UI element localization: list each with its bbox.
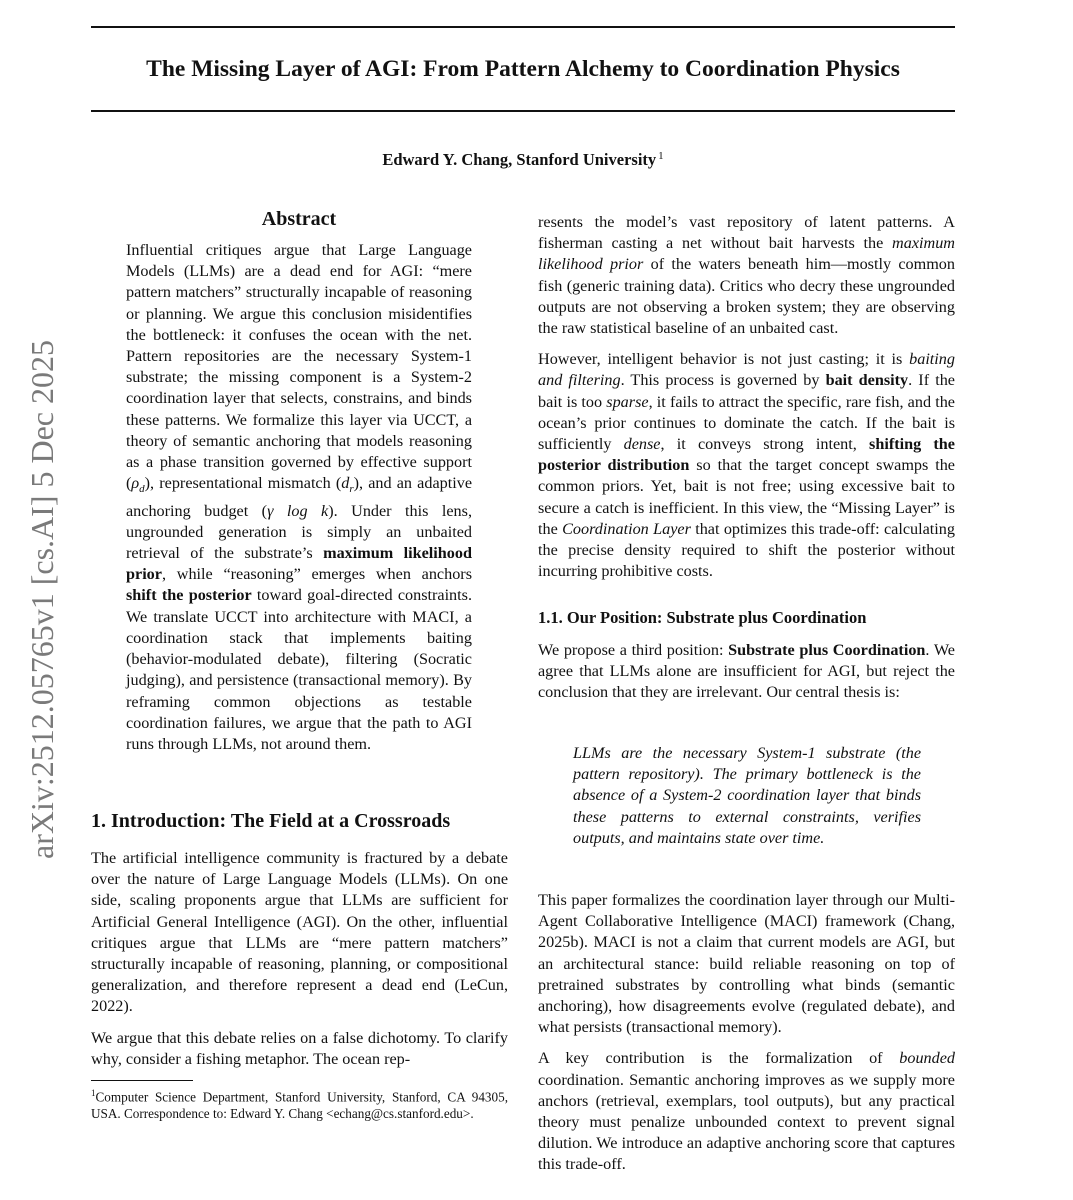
abstract-body <box>126 240 472 755</box>
bounded-coordination-paragraph: A key contribution is the formalization of bounded coordination. Semantic anchoring improves as we supply more anchors (retrieval, exemplars, tool outputs), but any practical theory must penalize unbounded context to prevent signal dilution. We introduce an adaptive anchoring score that captures this trade-off. <box>538 1049 955 1174</box>
right-column-top <box>538 212 955 582</box>
footnote-rule <box>91 1080 193 1081</box>
introduction-heading: 1. Introduction: The Field at a Crossroads <box>91 810 451 832</box>
bait-density-paragraph: However, intelligent behavior is not just casting; it is baiting and filtering. This process is governed by bait density. If the bait is too sparse, it fails to attract the specific, rare fish, and the ocean’s prior continues to dominate the catch. If the bait is sufficiently dense, it conveys strong intent, shifting the posterior distribution so that the target concept swamps the common priors. Yet, bait is not free; using excessive bait to secure a catch is inefficient. In this view, the “Missing Layer” is the Coordination Layer that optimizes this trade-off: calculating the precise density required to shift the posterior without incurring prohibitive costs. <box>538 350 955 581</box>
maci-paragraph: This paper formalizes the coordination layer through our Multi-Agent Collaborative Intelligence (MACI) framework (Chang, 2025b). MACI is not a claim that current models are AGI, but an architectural stance: build reliable reasoning on top of pretrained substrates by controlling what binds (semantic anchoring), how disagreements evolve (regulated debate), and what persists (transactional memory). <box>538 891 955 1037</box>
title-bottom-rule <box>91 110 955 112</box>
central-thesis: LLMs are the necessary System-1 substrate (the pattern repository). The primary bottleneck is the absence of a System-2 coordination layer that binds these patterns to external constraints, verifies outputs, and maintains state over time. <box>573 744 921 847</box>
arxiv-identifier: arXiv:2512.05765v1 [cs.AI] 5 Dec 2025 <box>24 340 60 860</box>
intro-paragraph-2: We argue that this debate relies on a false dichotomy. To clarify why, consider a fishing metaphor. The ocean rep- <box>91 1028 508 1068</box>
top-rule <box>91 26 955 28</box>
subsection-heading: 1.1. Our Position: Substrate plus Coordination <box>538 608 867 627</box>
position-paragraph: We propose a third position: Substrate plus Coordination. We agree that LLMs alone are insufficient for AGI, but reject the conclusion that they are irrelevant. Our central thesis is: <box>538 641 955 702</box>
introduction-body <box>91 848 508 1070</box>
author-name: Edward Y. Chang, Stanford University <box>382 150 657 169</box>
paper-title: The Missing Layer of AGI: From Pattern Alchemy to Coordination Physics <box>146 56 900 82</box>
intro-paragraph-1: The artificial intelligence community is fractured by a debate over the nature of Large Language Models (LLMs). On one side, scaling proponents argue that LLMs are sufficient for Artificial General Intelligence (AGI). On the other, influential critiques argue that LLMs are “mere pattern matchers” structurally incapable of reasoning, planning, or compositional generalization, and therefore represent a dead end (LeCun, 2022). <box>91 849 508 1016</box>
position-paragraph-block <box>538 640 955 704</box>
right-column-bottom <box>538 890 955 1176</box>
abstract-heading: Abstract <box>261 208 337 230</box>
author-line <box>91 150 955 170</box>
author-footnote-mark: 1 <box>658 150 664 162</box>
footnote: $^1$Computer Science Department, Stanford University, Stanford, CA 94305, USA. Correspondence to: Edward Y. Chang <echang@cs.stanford.edu>. <box>91 1088 508 1122</box>
abstract-paragraph: Influential critiques argue that Large Language Models (LLMs) are a dead end for AGI: “mere pattern matchers” structurally incapable of reasoning or planning. We argue this conclusion misidentifies the bottleneck: it confuses the ocean with the net. Pattern repositories are the necessary System-1 substrate; the missing component is a System-2 coordination layer that selects, constrains, and binds these patterns. We formalize this layer via UCCT, a theory of semantic anchoring that models reasoning as a phase transition governed by effective support $(\rho_d)$, representational mismatch $(d_r)$, and an adaptive anchoring budget (γ log k). Under this lens, ungrounded generation is simply an unbaited retrieval of the substrate’s maximum likelihood prior, while “reasoning” emerges when anchors shift the posterior toward goal-directed constraints. We translate UCCT into architecture with MACI, a coordination stack that implements baiting (behavior-modulated debate), filtering (Socratic judging), and persistence (transactional memory). By reframing common objections as testable coordination failures, we argue that the path to AGI runs through LLMs, not around them. <box>126 241 473 753</box>
fishing-paragraph: resents the model’s vast repository of latent patterns. A fisherman casting a net without bait harvests the maximum likelihood prior of the waters beneath him—mostly common fish (generic training data). Critics who decry these ungrounded outputs are not observing a broken system; they are observing the raw statistical baseline of an unbaited cast. <box>538 213 955 338</box>
